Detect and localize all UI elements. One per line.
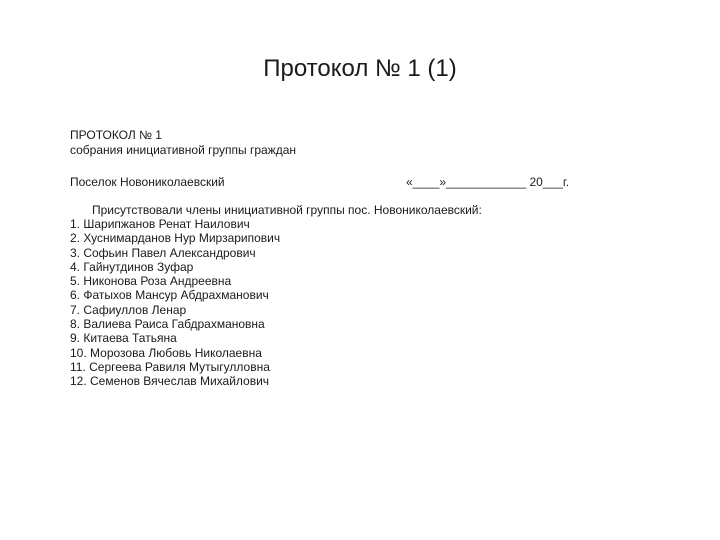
slide-title: Протокол № 1 (1) bbox=[263, 55, 457, 82]
members-list bbox=[70, 217, 670, 389]
list-item: 12. Семенов Вячеслав Михайлович bbox=[70, 374, 270, 389]
list-item: 6. Фатыхов Мансур Абдрахманович bbox=[70, 288, 269, 303]
protocol-body bbox=[70, 128, 670, 389]
list-item: 7. Сафиуллов Ленар bbox=[70, 302, 187, 317]
list-item: 3. Софьин Павел Александрович bbox=[70, 245, 256, 260]
list-item: 10. Морозова Любовь Николаевна bbox=[70, 345, 262, 360]
list-item: 2. Хуснимарданов Нур Мирзарипович bbox=[70, 231, 281, 246]
list-item: 1. Шарипжанов Ренат Наилович bbox=[70, 217, 250, 231]
list-item: 9. Китаева Татьяна bbox=[70, 331, 177, 346]
list-item: 5. Никонова Роза Андреевна bbox=[70, 274, 232, 289]
list-item: 11. Сергеева Равиля Мутыгулловна bbox=[70, 359, 270, 374]
date-blank: «____»____________ 20___г. bbox=[406, 175, 570, 189]
list-item: 4. Гайнутдинов Зуфар bbox=[70, 259, 194, 274]
place-date-row bbox=[70, 175, 670, 190]
list-item: 8. Валиева Раиса Габдрахмановна bbox=[70, 317, 265, 332]
protocol-subheading: собрания инициативной группы граждан bbox=[70, 142, 297, 157]
present-intro: Присутствовали члены инициативной группы пос. Новониколаевский: bbox=[92, 202, 482, 217]
settlement-name: Поселок Новониколаевский bbox=[70, 175, 225, 189]
protocol-heading: ПРОТОКОЛ № 1 bbox=[70, 128, 162, 142]
